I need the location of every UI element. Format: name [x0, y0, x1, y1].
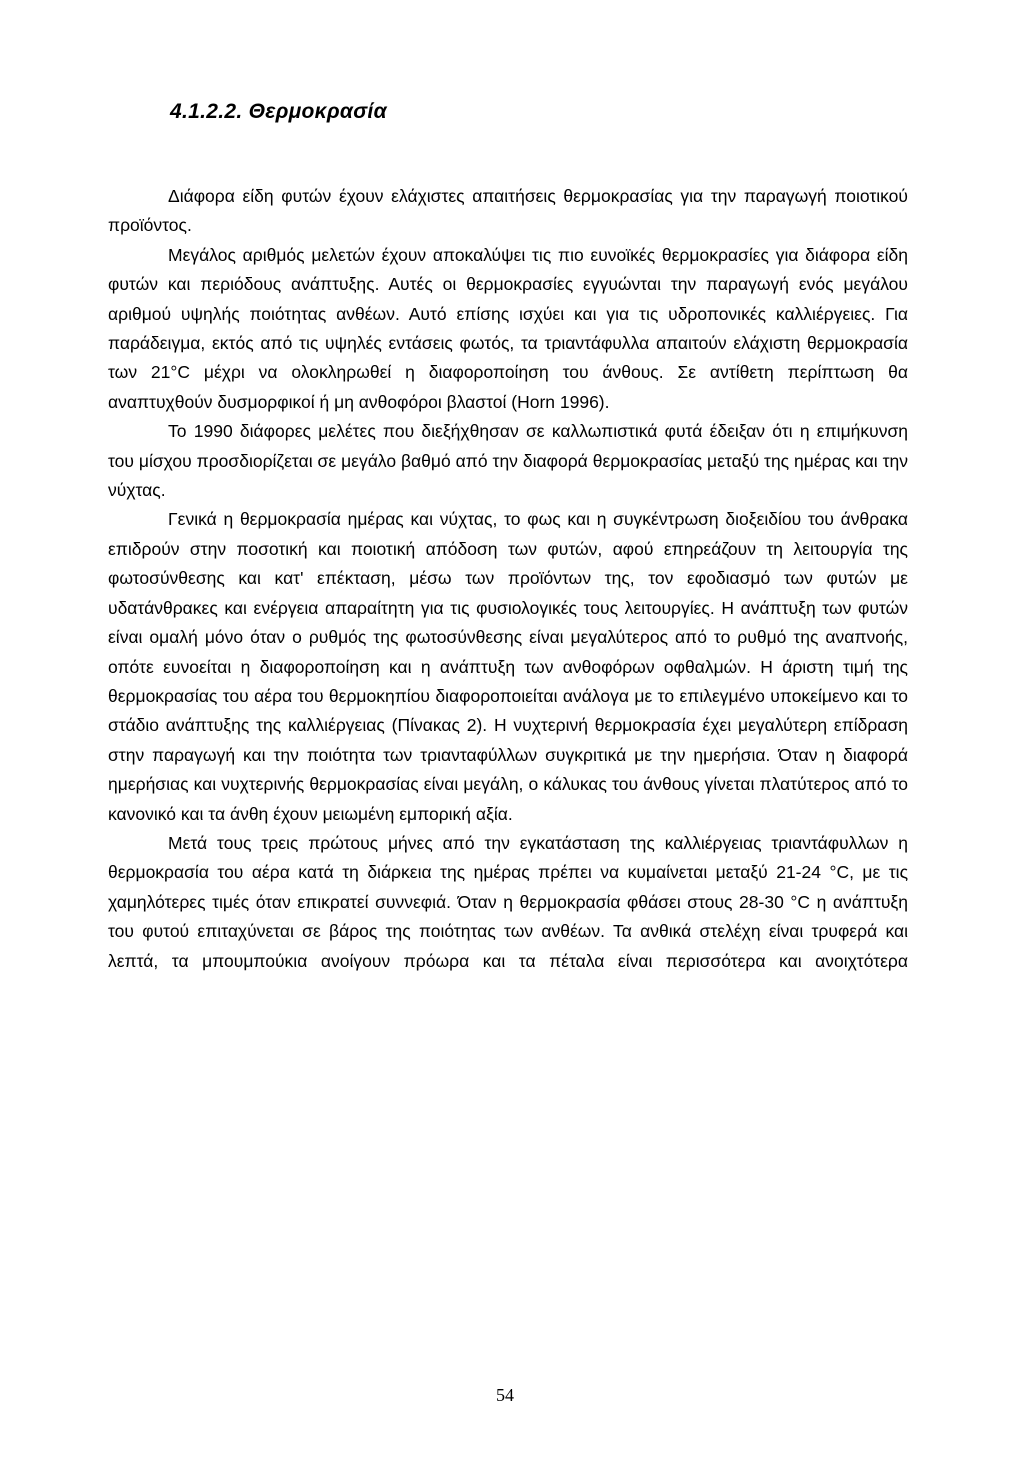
body-text: [108, 182, 908, 976]
paragraph-stem-elongation: Το 1990 διάφορες μελέτες που διεξήχθησαν σε καλλωπιστικά φυτά έδειξαν ότι η επιμήκυνση του μίσχου προσδιορίζεται σε μεγάλο βαθμό από την διαφορά θερμοκρασίας μεταξύ της ημέρας και την νύχτας.: [108, 421, 908, 501]
paragraph-min-requirements: Διάφορα είδη φυτών έχουν ελάχιστες απαιτήσεις θερμοκρασίας για την παραγωγή ποιοτικού προϊόντος.: [108, 186, 908, 236]
section-heading: 4.1.2.2. Θερμοκρασία: [170, 100, 387, 123]
paragraph-favorable-temperatures: Μεγάλος αριθμός μελετών έχουν αποκαλύψει τις πιο ευνοϊκές θερμοκρασίες για διάφορα είδη φυτών και περιόδους ανάπτυξης. Αυτές οι θερμοκρασίες εγγυώνται την παραγωγή ενός μεγάλου αριθμού υψηλής ποιότητας ανθέων. Αυτό επίσης ισχύει και για τις υδροπονικές καλλιέργειες. Για παράδειγμα, εκτός από τις υψηλές εντάσεις φωτός, τα τριαντάφυλλα απαιτούν ελάχιστη θερμοκρασία των 21°C μέχρι να ολοκληρωθεί η διαφοροποίηση του άνθους. Σε αντίθετη περίπτωση θα αναπτυχθούν δυσμορφικοί ή μη ανθοφόροι βλαστοί (Horn 1996).: [108, 244, 908, 412]
paragraph-day-night-temperature: Γενικά η θερμοκρασία ημέρας και νύχτας, το φως και η συγκέντρωση διοξειδίου του άνθρακα επιδρούν στην ποσοτική και ποιοτική απόδοση των φυτών, αφού επηρεάζουν τη λειτουργία της φωτοσύνθεσης και κατ' επέκταση, μέσω των προϊόντων της, τον εφοδιασμό των φυτών με υδατάνθρακες και ενέργεια απαραίτητη για τις φυσιολογικές τους λειτουργίες. Η ανάπτυξη των φυτών είναι ομαλή μόνο όταν ο ρυθμός της φωτοσύνθεσης είναι μεγαλύτερος από το ρυθμό της αναπνοής, οπότε ευνοείται η διαφοροποίηση και η ανάπτυξη των ανθοφόρων οφθαλμών. Η άριστη τιμή της θερμοκρασίας του αέρα του θερμοκηπίου διαφοροποιείται ανάλογα με το επιλεγμένο υποκείμενο και το στάδιο ανάπτυξης της καλλιέργειας (Πίνακας 2). Η νυχτερινή θερμοκρασία έχει μεγαλύτερη επίδραση στην παραγωγή και την ποιότητα των τριανταφύλλων συγκριτικά με την ημερήσια. Όταν η διαφορά ημερήσιας και νυχτερινής θερμοκρασίας είναι μεγάλη, ο κάλυκας του άνθους γίνεται πλατύτερος από το κανονικό και τα άνθη έχουν μειωμένη εμπορική αξία.: [108, 509, 908, 824]
paragraph-rose-cultivation: Μετά τους τρεις πρώτους μήνες από την εγκατάσταση της καλλιέργειας τριαντάφυλλων η θερμοκρασία του αέρα κατά τη διάρκεια της ημέρας πρέπει να κυμαίνεται μεταξύ 21-24 °C, με τις χαμηλότερες τιμές όταν επικρατεί συννεφιά. Όταν η θερμοκρασία φθάσει στους 28-30 °C η ανάπτυξη του φυτού επιταχύνεται σε βάρος της ποιότητας των ανθέων. Τα ανθικά στελέχη είναι τρυφερά και λεπτά, τα μπουμπούκια ανοίγουν πρόωρα και τα πέταλα είναι περισσότερα και ανοιχτότερα: [108, 832, 908, 971]
page-number: 54: [496, 1385, 514, 1405]
